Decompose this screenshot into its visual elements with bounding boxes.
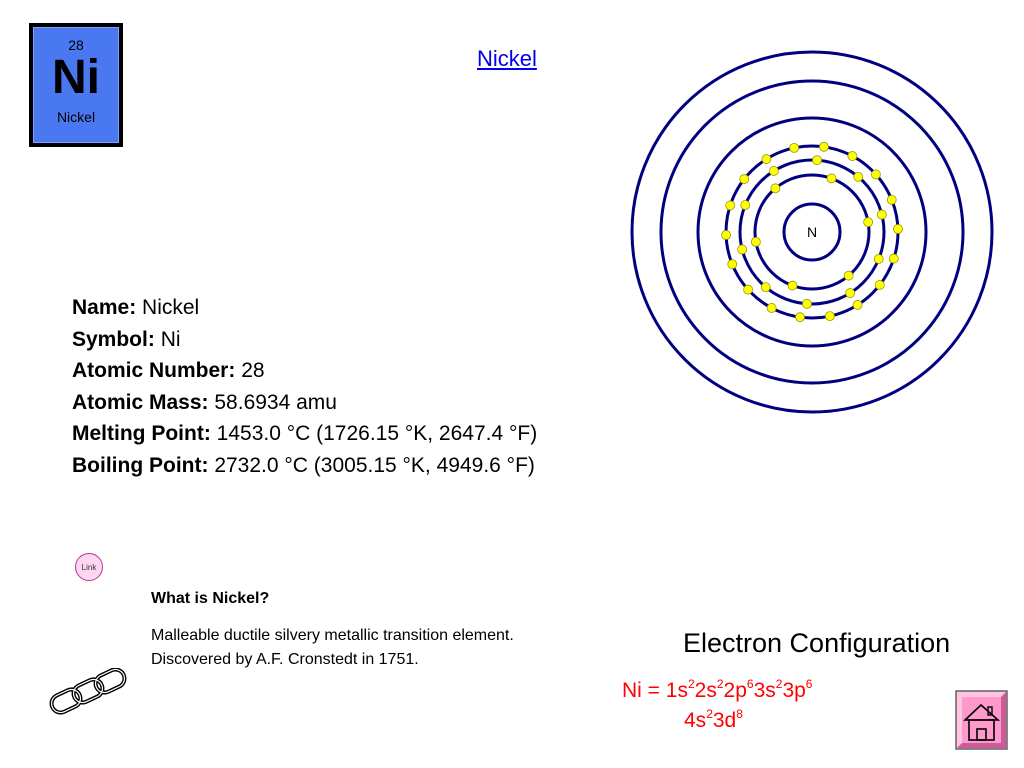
property-value: 28 [241, 359, 265, 382]
config-term: $4s^2$ [684, 707, 713, 732]
electron-dot [722, 231, 731, 240]
electron-dot [728, 260, 737, 269]
description-line: Discovered by A.F. Cronstedt in 1751. [151, 651, 419, 668]
electron-dot [767, 303, 776, 312]
electron-dot [790, 143, 799, 152]
electron-dot [864, 218, 873, 227]
config-term: $3d^8$ [712, 707, 743, 732]
nucleus-label: N [806, 224, 818, 240]
element-tile-face [33, 27, 119, 143]
electron-dot [738, 245, 747, 254]
property-atomic-number [72, 355, 537, 387]
property-value: 1453.0 °C (1726.15 °K, 2647.4 °F) [216, 422, 538, 445]
electron-dot [802, 299, 811, 308]
home-icon[interactable] [955, 690, 1008, 750]
electron-dot [741, 201, 750, 210]
electron-dot [854, 172, 863, 181]
chain-link-icon[interactable] [45, 668, 135, 724]
electron-dot [827, 174, 836, 183]
config-term: $1s^2$ [665, 677, 695, 702]
tile-symbol: Ni [52, 51, 100, 104]
electron-dot [848, 152, 857, 161]
electron-dot [819, 142, 828, 151]
electron-dot [887, 195, 896, 204]
tile-atomic-number: 28 [68, 37, 84, 53]
electron-dot [871, 170, 880, 179]
electron-dot [788, 281, 797, 290]
property-label: Boiling Point: [72, 453, 209, 477]
config-term: $2p^6$ [723, 677, 754, 702]
electron-dot [771, 184, 780, 193]
atom-diagram [626, 44, 996, 414]
property-name [72, 292, 537, 324]
electron-dot [825, 312, 834, 321]
property-label: Symbol: [72, 327, 155, 351]
property-value: 58.6934 amu [214, 390, 337, 414]
electron-dot [844, 271, 853, 280]
property-boiling-point [72, 450, 537, 482]
electron-config-line-1 [622, 679, 812, 703]
property-value: Ni [160, 327, 181, 351]
property-symbol [72, 324, 537, 356]
electron-dot [875, 280, 884, 289]
property-value: 2732.0 °C (3005.15 °K, 4949.6 °F) [214, 453, 535, 477]
electron-config-line-2 [684, 709, 743, 733]
config-term: $2s^2$ [694, 677, 724, 702]
element-tile [29, 23, 123, 147]
electron-dot [744, 285, 753, 294]
property-atomic-mass [72, 387, 537, 419]
tile-element-name: Nickel [56, 109, 96, 125]
electron-dot [751, 237, 760, 246]
link-button[interactable]: Link [75, 553, 103, 581]
electron-dot [874, 254, 883, 263]
electron-dot [846, 289, 855, 298]
what-is-description [151, 624, 621, 672]
electron-dot [853, 300, 862, 309]
electron-dot [796, 313, 805, 322]
property-value: Nickel [142, 296, 200, 319]
electron-dot [769, 166, 778, 175]
property-label: Atomic Number: [72, 359, 236, 382]
property-label: Name: [72, 296, 137, 319]
property-melting-point [72, 418, 537, 450]
electron-dot [893, 224, 902, 233]
config-term: $3p^6$ [782, 677, 813, 702]
electron-dot [813, 156, 822, 165]
electron-dot [762, 155, 771, 164]
what-is-title: What is Nickel? [151, 590, 270, 607]
electron-dot [889, 254, 898, 263]
electron-dot [740, 175, 749, 184]
electron-dot [761, 283, 770, 292]
description-line: Malleable ductile silvery metallic transition element. [151, 627, 514, 644]
config-prefix: Ni = [622, 679, 666, 702]
element-title-link[interactable]: Nickel [477, 46, 537, 71]
electron-dot [877, 210, 886, 219]
element-properties [72, 292, 537, 481]
property-label: Atomic Mass: [72, 390, 209, 414]
electron-dot [726, 201, 735, 210]
electron-config-title: Electron Configuration [683, 628, 951, 658]
config-term: $3s^2$ [753, 677, 783, 702]
property-label: Melting Point: [72, 422, 211, 445]
